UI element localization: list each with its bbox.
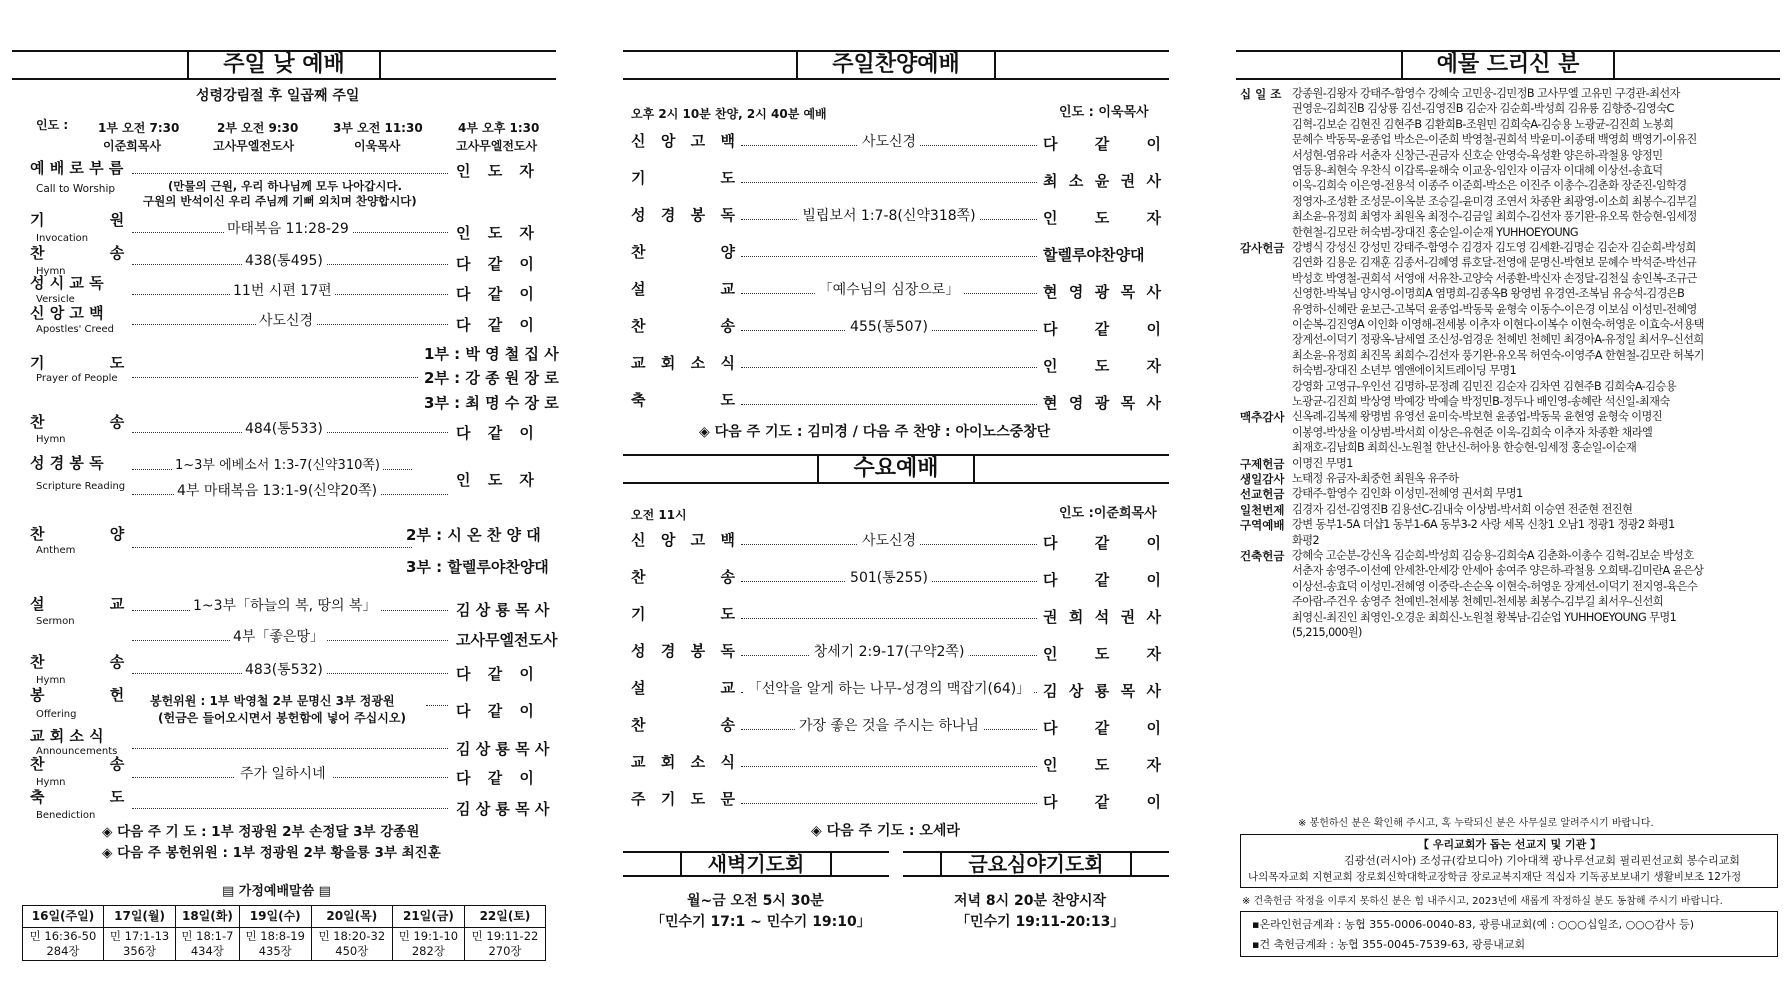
day-cell: 19일(수) <box>239 906 311 928</box>
order-leader: 인 도 자 <box>1043 645 1161 663</box>
offering-names: 이명진 무명1 <box>1292 456 1353 470</box>
announce-right: 김 상 룡 목 사 <box>456 740 550 758</box>
day-cell: 20일(목) <box>311 906 392 928</box>
offering-names: 염등용-최현숙 우찬식 이갑록-윤해숙 이교웅-임인자 이금자 이대혜 이상선-송효덕 <box>1292 164 1663 177</box>
offering-right: 다 같 이 <box>456 702 534 720</box>
order-leader: 현 영 광 목 사 <box>1043 283 1161 301</box>
offering-category: 일천번제 <box>1240 502 1285 517</box>
dotted-leader <box>132 748 448 749</box>
wednesday-time: 오전 11시 <box>631 508 687 522</box>
offering-names: 이순복-김진영A 이인화 이영해-전세봉 이추자 이현다-이복수 이현숙-허영운 이효숙-서용택 <box>1292 318 1704 331</box>
order-content: 빌립보서 1:7-8(신약318쪽) <box>798 208 979 224</box>
day-cell: 16일(주일) <box>23 906 104 928</box>
invocation-en: Invocation <box>36 233 89 244</box>
verse-cell: 민 18:1-7 434장 <box>176 928 239 961</box>
offering-names: 노태정 유금자-최중헌 최원옥 유주하 <box>1292 472 1459 485</box>
family-worship-title: ▤ 가정예배말씀 ▤ <box>222 884 331 899</box>
order-leader: 권 희 석 권 사 <box>1043 608 1161 626</box>
offering-category: 선교헌금 <box>1240 487 1285 502</box>
offering-names: 서춘자 송영주-이선예 안세찬-안세강 안세아 송여주 양은하-곽철용 오희택-김미란A 윤은상 <box>1292 564 1704 578</box>
order-content: 455(통507) <box>846 319 932 335</box>
dawn-prayer-title: 새벽기도회 <box>680 853 833 875</box>
sermon-r1: 김 상 룡 목 사 <box>456 601 550 619</box>
announce-en: Announcements <box>36 746 118 757</box>
order-leader: 다 같 이 <box>1043 719 1161 737</box>
order-leader: 현 영 광 목 사 <box>1043 394 1161 412</box>
creed-right: 다 같 이 <box>456 316 534 334</box>
offering-names: 이봉영-박상율 이상범-박서희 이상은-유현준 이욱-김희숙 이추자 차종환 채라엘 <box>1292 425 1653 439</box>
order-content: 사도신경 <box>858 533 920 549</box>
offering-names: 장계선-이덕기 정광옥-남세열 조신성-엄경운 천혜빈 천혜민 최경아A-유정일 최서우-신선희 <box>1292 333 1704 347</box>
offering-l2: (헌금은 들어오시면서 봉헌함에 넣어 주십시오) <box>158 711 406 725</box>
order-content: 사도신경 <box>858 134 920 150</box>
service-time-1: 1부 오전 7:30 <box>98 121 180 135</box>
day-cell: 22일(토) <box>465 906 546 928</box>
offering-names: 권영운-김희진B 김상룡 김선-김영진B 김순자 김순희-박성희 김유룡 김향중-김영숙C <box>1292 102 1674 116</box>
dotted-leader <box>132 547 412 548</box>
next-prayer: ◈ 다음 주 기 도 : 1부 정광원 2부 손정달 3부 강종원 <box>102 824 420 840</box>
offering-names: 최소윤-유정희 최영자 최원옥 최정수-김금일 최희수-김선자 풍기완-유오목 한승현-임세정 <box>1292 210 1697 224</box>
sermon-en: Sermon <box>36 616 75 627</box>
offering-names: 강종원-김왕자 강태주-함영수 강혜숙 고민웅-김민정B 고사무엘 고유민 구경관-최선자 <box>1292 87 1680 100</box>
service-leader-2: 고사무엘전도사 <box>213 139 295 153</box>
service-leader-1: 이준희목사 <box>103 139 161 153</box>
bene-en: Benediction <box>36 810 96 821</box>
offering-names: 주아람-주건우 송영주 천예빈-천세봉 천혜민-천세봉 최봉수-김부길 최서우-신선희 <box>1292 595 1663 609</box>
order-label: 기 도 <box>631 169 735 187</box>
order-leader: 다 같 이 <box>1043 135 1161 153</box>
offering-names: 김연화 김용운 김재훈 김종서-김혜영 류호달-전영애 문명신-박현보 문혜수 박석준-박선규 <box>1292 256 1697 270</box>
right-column <box>1230 0 1786 1002</box>
hymn3-right: 다 같 이 <box>456 665 534 683</box>
hymn2-text: 484(통533) <box>242 421 326 437</box>
order-content: 501(통255) <box>846 570 932 586</box>
building-note: ※ 건축헌금 작정을 이루지 못하신 분은 힘 내주시고, 2023년에 새롭게 작정하실 분도 동참해 주시기 바랍니다. <box>1242 896 1723 907</box>
offering-category: 구역예배 <box>1240 518 1285 533</box>
offering-names: 김경자 김선-김영진B 김용선C-김내숙 이상범-박서희 이승연 전준현 전진현 <box>1292 502 1633 516</box>
day-cell: 17일(월) <box>103 906 175 928</box>
account-online: ▪온라인헌금계좌 : 농협 355-0006-0040-83, 광릉내교회(예 : ○○○십일조, ○○○감사 등) <box>1252 918 1695 931</box>
table-row <box>23 928 546 961</box>
dawn-text: 「민수기 17:1 ~ 민수기 19:10」 <box>651 914 871 930</box>
order-label: 주 기 도 문 <box>631 790 735 808</box>
afternoon-next: ◈ 다음 주 기도 : 김미경 / 다음 주 찬양 : 아이노스중창단 <box>699 424 1051 440</box>
order-label: 성 경 봉 독 <box>631 642 735 660</box>
order-label: 축 도 <box>631 391 735 409</box>
dotted-leader <box>132 173 448 174</box>
day-cell: 18일(화) <box>176 906 239 928</box>
order-label: 찬 송 <box>631 568 735 586</box>
hymn4-en: Hymn <box>36 777 66 788</box>
mission-line-1: 김광선(러시아) 조성규(캄보디아) 기아대책 광나루선교회 필리핀선교회 봉수리교회 <box>1344 854 1740 867</box>
offering-category: 십 일 조 <box>1240 87 1282 101</box>
dawn-prayer-header <box>623 851 889 877</box>
order-leader: 김 상 룡 목 사 <box>1043 682 1161 700</box>
dotted-leader <box>741 367 1037 368</box>
creed-label: 신 앙 고 백 <box>30 304 104 322</box>
service-time-2: 2부 오전 9:30 <box>217 121 299 135</box>
order-leader: 다 같 이 <box>1043 534 1161 552</box>
next-offering: ◈ 다음 주 봉헌위원 : 1부 정광원 2부 황을룡 3부 최진훈 <box>102 845 441 861</box>
offering-l1: 봉헌위원 : 1부 박영철 2부 문명신 3부 정광원 <box>150 694 395 708</box>
versicle-right: 다 같 이 <box>456 285 534 303</box>
sermon-l1: 1~3부「하늘의 복, 땅의 복」 <box>190 598 380 614</box>
afternoon-service-title: 주일찬양예배 <box>796 52 996 78</box>
hymn2-right: 다 같 이 <box>456 424 534 442</box>
offering-names: 문혜수 박동묵-윤종업 박소은-이준희 박영철-권희석 박윤미-이종태 백영희 백영기-이유진 <box>1292 133 1697 147</box>
order-label: 찬 송 <box>631 317 735 335</box>
leaders-label: 인도 : <box>36 118 69 132</box>
day-cell: 21일(금) <box>392 906 464 928</box>
call-line-2: 구원의 반석이신 우리 주님께 기뻐 외치며 찬양합시다) <box>143 194 417 208</box>
offering-en: Offering <box>36 709 77 720</box>
offering-names: 김혁-김보순 김현진 김현주B 김환희B-조원민 김희숙A-김승용 노광균-김진희 노봉희 <box>1292 117 1674 131</box>
versicle-text: 11번 시편 17편 <box>230 283 335 299</box>
order-content: 창세기 2:9-17(구약2쪽) <box>810 644 969 660</box>
offering-names: 신옥례-김복제 왕명범 유영선 윤미숙-박보현 윤종업-박동묵 윤현영 윤형숙 이명진 <box>1292 410 1662 424</box>
service-time-3: 3부 오전 11:30 <box>333 121 423 135</box>
hymn3-text: 483(통532) <box>242 662 326 678</box>
creed-text: 사도신경 <box>256 313 316 329</box>
sermon-r2: 고사무엘전도사 <box>456 631 558 649</box>
offering-names: 박성호 박영철-권희석 서영애 서유찬-고양숙 서종환-박신자 손정달-김천실 송인복-조규근 <box>1292 271 1697 285</box>
friday-prayer-title: 금요심야기도회 <box>940 853 1131 875</box>
wednesday-next: ◈ 다음 주 기도 : 오세라 <box>811 823 960 839</box>
order-leader: 인 도 자 <box>1043 756 1161 774</box>
announce-label: 교 회 소 식 <box>30 727 104 745</box>
offering-names: 강변 동부1-5A 더샵1 동부1-6A 동부3-2 사랑 세목 신창1 오남1 정광1 정광2 화평1 <box>1292 518 1675 532</box>
offering-names: 강혜숙 고순분-강신옥 김순희-박성희 김승용-김희숙A 김춘화-이총수 김혁-김보순 박성호 <box>1292 549 1694 562</box>
order-label: 기 도 <box>631 605 735 623</box>
friday-time: 저녁 8시 20분 찬양시작 <box>954 893 1107 909</box>
offering-names: 강태주-함영수 김인화 이성민-전혜영 권서희 무명1 <box>1292 487 1523 501</box>
friday-prayer-header <box>903 851 1169 877</box>
wednesday-leader: 인도 :이준희목사 <box>1059 506 1157 521</box>
afternoon-leader: 인도 : 이욱목사 <box>1059 105 1149 120</box>
afternoon-service-header <box>623 50 1169 80</box>
hymn4-text: 주가 일하시네 <box>234 766 332 782</box>
offering-category: 생일감사 <box>1240 472 1285 486</box>
offering-category: 건축헌금 <box>1240 549 1285 563</box>
order-leader: 인 도 자 <box>1043 209 1161 227</box>
hymn1-right: 다 같 이 <box>456 255 534 273</box>
offering-category: 감사헌금 <box>1240 241 1285 255</box>
account-building: ▪건 축헌금계좌 : 농협 355-0045-7539-63, 광릉내교회 <box>1252 938 1526 951</box>
hymn1-label: 찬 송 <box>30 244 125 262</box>
hymn1-text: 438(통495) <box>242 253 326 269</box>
versicle-label: 성 시 교 독 <box>30 274 104 292</box>
afternoon-time: 오후 2시 10분 찬양, 2시 40분 예배 <box>631 107 827 121</box>
offering-names: 최영신-최진인 최영인-오경운 최희신-노원철 황복남-김순업 YUHHOEYOUNG 무명1 <box>1292 610 1677 624</box>
scripture-l2: 4부 마태복음 13:1-9(신약20쪽) <box>174 483 380 499</box>
prayer-en: Prayer of People <box>36 373 118 384</box>
offering-names: 허숙범-장대진 소년부 엠앤에이치트레이딩 무명1 <box>1292 364 1517 378</box>
scripture-en: Scripture Reading <box>36 481 126 492</box>
dotted-leader <box>132 377 418 378</box>
order-content: 「예수님의 심장으로」 <box>815 282 964 298</box>
hymn4-label: 찬 송 <box>30 755 125 773</box>
order-content: 「선악을 알게 하는 나무-성경의 맥잡기(64)」 <box>744 681 1034 697</box>
dotted-leader <box>741 803 1037 804</box>
offering-list-title: 예물 드리신 분 <box>1401 52 1616 78</box>
sunday-service-header <box>12 50 556 80</box>
offering-names: 노광균-김진희 박상영 박예강 박예슬 박정민B-정두나 배인영-송혜란 석신일-최재숙 <box>1292 395 1670 408</box>
offering-names: 유영하-신혜란 윤보근-고복덕 윤종업-박동묵 윤형숙 이동수-이은경 이보심 이성민-전혜영 <box>1292 302 1697 316</box>
order-label: 교 회 소 식 <box>631 354 735 372</box>
offering-names: 강영화 고영규-우인선 김명하-문정례 김민진 김순자 김차연 김현주B 김희숙A-김승용 <box>1292 379 1676 393</box>
middle-column <box>615 0 1175 1002</box>
hymn2-label: 찬 송 <box>30 413 125 431</box>
hymn1-en: Hymn <box>36 266 66 277</box>
order-label: 설 교 <box>631 679 735 697</box>
subtitle: 성령강림절 후 일곱째 주일 <box>196 88 360 104</box>
invocation-right: 인 도 자 <box>456 224 534 242</box>
verse-cell: 민 18:20-32 450장 <box>311 928 392 961</box>
order-label: 찬 양 <box>631 243 735 261</box>
offering-label: 봉 헌 <box>30 686 125 704</box>
invocation-label: 기 원 <box>30 211 125 229</box>
order-leader: 인 도 자 <box>1043 357 1161 375</box>
offering-names: 강병식 강성신 강성민 강태주-함영수 김경자 김도영 김세환-김명순 김순자 김순희-박성희 <box>1292 241 1696 254</box>
bene-label: 축 도 <box>30 788 125 806</box>
verse-cell: 민 16:36-50 284장 <box>23 928 104 961</box>
sermon-label: 설 교 <box>30 595 125 613</box>
prayer-r3: 3부 : 최 명 수 장 로 <box>424 394 559 412</box>
versicle-en: Versicle <box>36 294 75 305</box>
order-leader: 다 같 이 <box>1043 571 1161 589</box>
scripture-l1: 1~3부 에베소서 1:3-7(신약310쪽) <box>172 458 383 474</box>
prayer-r1: 1부 : 박 영 철 집 사 <box>424 345 559 363</box>
mission-line-2: 나의목자교회 지현교회 장로회신학대학교장학금 장로교복지재단 적십자 기독공보보내기 생활비보조 12가정 <box>1248 871 1742 883</box>
offering-names: 신영한-박복님 양시영-이명희A 염명희-김종옥B 왕영범 유경연-조복님 유승석-김경은B <box>1292 287 1685 301</box>
order-label: 찬 송 <box>631 716 735 734</box>
anthem-r1: 2부 : 시 온 찬 양 대 <box>406 526 541 544</box>
call-to-worship-label: 예 배 로 부 름 <box>30 159 124 177</box>
offering-names: 최재호-김남희B 최희신-노원철 한난신-허아용 한승현-임세정 홍순일-이순재 <box>1292 441 1637 455</box>
verse-cell: 민 18:8-19 435장 <box>239 928 311 961</box>
prayer-r2: 2부 : 강 종 원 장 로 <box>424 369 559 387</box>
call-line-1: (만물의 근원, 우리 하나님께 모두 나아갑시다. <box>168 179 402 193</box>
hymn4-right: 다 같 이 <box>456 769 534 787</box>
invocation-text: 마태복음 11:28-29 <box>224 221 352 237</box>
friday-text: 「민수기 19:11-20:13」 <box>956 914 1125 930</box>
anthem-en: Anthem <box>36 545 76 556</box>
anthem-r2: 3부 : 할렐루야찬양대 <box>406 558 549 576</box>
prayer-label: 기 도 <box>30 354 125 372</box>
call-to-worship-en: Call to Worship <box>36 183 116 195</box>
call-right: 인 도 자 <box>456 162 534 180</box>
table-row <box>23 906 546 928</box>
offering-names: 서성현-염유라 서춘자 신창근-권금자 신호순 안영숙-육성환 양은하-곽철용 양정민 <box>1292 148 1663 162</box>
wednesday-service-header <box>623 454 1169 484</box>
creed-en: Apostles' Creed <box>36 324 115 335</box>
sunday-service-title: 주일 낮 예배 <box>187 52 381 78</box>
mission-title: 【 우리교회가 돕는 선교지 및 기관 】 <box>1418 838 1602 851</box>
order-content: 가장 좋은 것을 주시는 하나님 <box>795 718 983 734</box>
hymn2-en: Hymn <box>36 434 66 445</box>
order-leader: 할렐루야찬양대 <box>1043 246 1145 264</box>
order-label: 신 앙 고 백 <box>631 132 735 150</box>
order-leader: 다 같 이 <box>1043 793 1161 811</box>
hymn3-label: 찬 송 <box>30 653 125 671</box>
offering-list-header <box>1236 50 1780 80</box>
wednesday-service-title: 수요예배 <box>817 456 974 482</box>
offering-category: 구제헌금 <box>1240 456 1285 471</box>
offering-names: 이욱-김희숙 이은영-전용석 이종주 이준희-박소은 이진주 이총수-김춘화 장준진-임학경 <box>1292 179 1687 193</box>
offering-names: 최소윤-유정희 최진목 최희수-김선자 풍기완-유오목 허연숙-이영주A 한현철-김모란 허복기 <box>1292 348 1704 362</box>
offering-names: (5,215,000원) <box>1292 626 1362 639</box>
order-label: 성 경 봉 독 <box>631 206 735 224</box>
order-leader: 다 같 이 <box>1043 320 1161 338</box>
dotted-leader <box>426 705 448 706</box>
offering-category: 맥추감사 <box>1240 410 1285 425</box>
offering-note: ※ 봉헌하신 분은 확인해 주시고, 혹 누락되신 분은 사무실로 알려주시기 바랍니다. <box>1298 818 1654 829</box>
service-leader-3: 이욱목사 <box>354 139 401 153</box>
dotted-leader <box>741 182 1037 183</box>
offering-names: 정영자-조성환 조성문-이옥분 조승길-윤미경 조연서 차종완 최광영-이소희 최봉수-김부길 <box>1292 194 1697 208</box>
scripture-right: 인 도 자 <box>456 471 534 489</box>
dawn-time: 월~금 오전 5시 30분 <box>687 893 824 909</box>
dotted-leader <box>741 618 1037 619</box>
service-time-4: 4부 오후 1:30 <box>458 121 540 135</box>
dotted-leader <box>741 256 1037 257</box>
verse-cell: 민 19:1-10 282장 <box>392 928 464 961</box>
family-worship-table <box>22 905 546 961</box>
dotted-leader <box>132 808 448 809</box>
offering-names: 이상선-송효덕 이성민-전혜영 이중락-손순옥 이현숙-허영운 장계선-이덕기 전지영-육은수 <box>1292 579 1698 593</box>
order-label: 신 앙 고 백 <box>631 531 735 549</box>
order-label: 교 회 소 식 <box>631 753 735 771</box>
service-leader-4: 고사무엘전도사 <box>456 139 538 153</box>
order-label: 설 교 <box>631 280 735 298</box>
offering-names: 한현철-김모란 허숙범-장대진 홍순일-이순재 YUHHOEYOUNG <box>1292 225 1579 239</box>
scripture-label: 성 경 봉 독 <box>30 454 104 472</box>
bene-right: 김 상 룡 목 사 <box>456 800 550 818</box>
offering-names: 화평2 <box>1292 533 1320 547</box>
dotted-leader <box>741 766 1037 767</box>
verse-cell: 민 17:1-13 356장 <box>103 928 175 961</box>
dotted-leader <box>741 404 1037 405</box>
verse-cell: 민 19:11-22 270장 <box>465 928 546 961</box>
sermon-l2: 4부「좋은땅」 <box>230 629 327 645</box>
left-column <box>0 0 560 1002</box>
order-leader: 최 소 윤 권 사 <box>1043 172 1161 190</box>
anthem-label: 찬 양 <box>30 525 125 543</box>
hymn3-en: Hymn <box>36 675 66 686</box>
